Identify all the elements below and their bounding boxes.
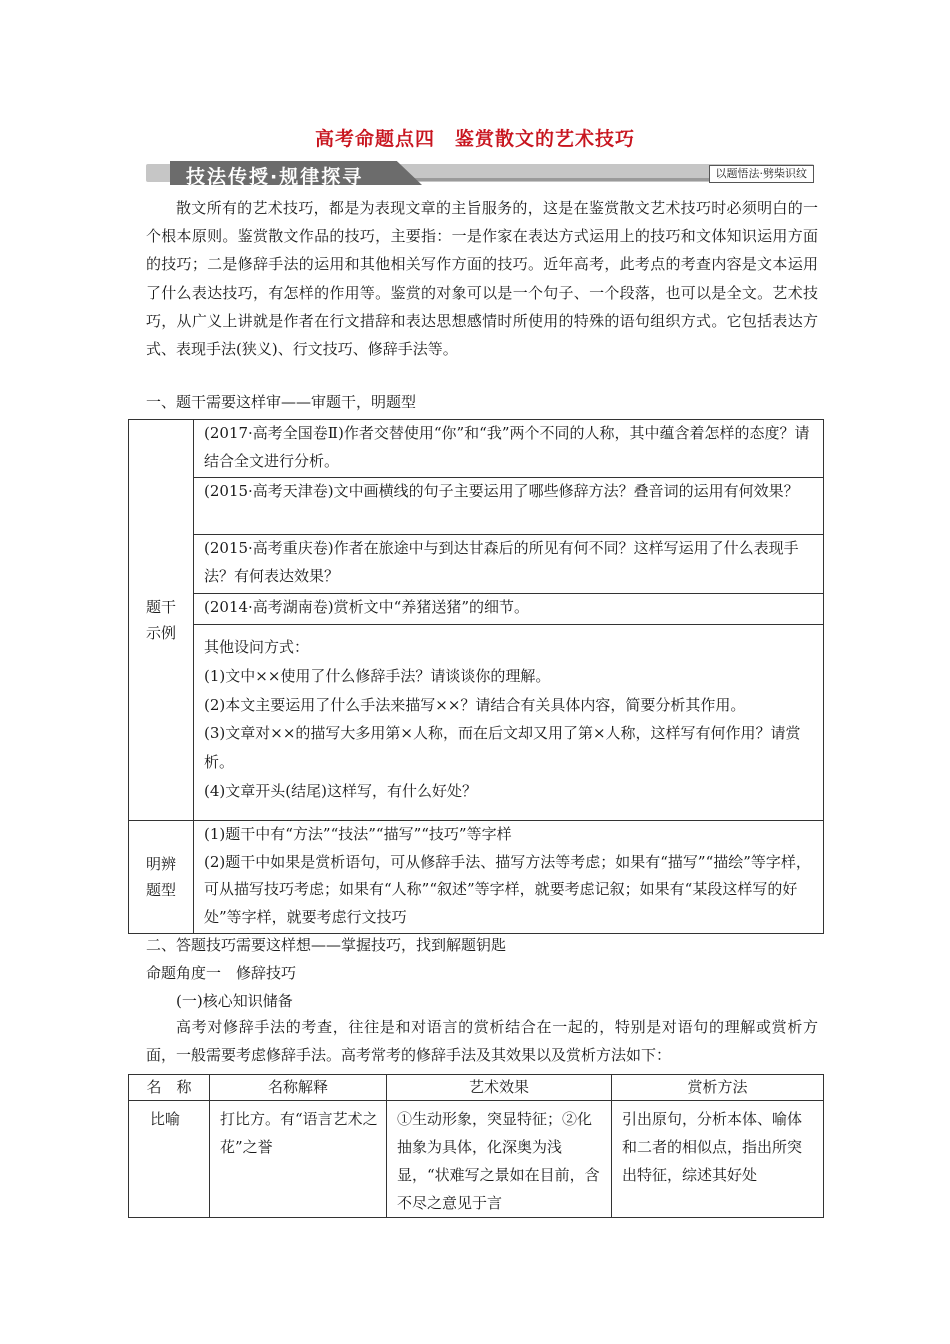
example-item: (2014·高考湖南卷)赏析文中“养猪送猪”的细节。 xyxy=(194,594,824,625)
cell-method: 引出原句，分析本体、喻体和二者的相似点，指出所突出特征，综述其好处 xyxy=(612,1101,824,1218)
example-item: (2015·高考重庆卷)作者在旅途中与到达甘森后的所见有何不同？这样写运用了什么表现手法？有何表达效果？ xyxy=(194,535,824,594)
identify-cell xyxy=(194,821,824,934)
intro-paragraph: 散文所有的艺术技巧，都是为表现文章的主旨服务的，这是在鉴赏散文艺术技巧时必须明白的一个根本原则。鉴赏散文作品的技巧，主要指：一是作家在表达方式运用上的技巧和文体知识运用方面的技巧；二是修辞手法的运用和其他相关写作方面的技巧。近年高考，此考点的考查内容是文本运用了什么表达技巧，有怎样的作用等。鉴赏的对象可以是一个句子、一个段落，也可以是全文。艺术技巧，从广义上讲就是作者在行文措辞和表达思想感情时所使用的特殊的语句组织方式。它包括表达方式、表现手法(狭义)、行文技巧、修辞手法等。 xyxy=(146,199,818,359)
example-item: (2015·高考天津卷)文中画横线的句子主要运用了哪些修辞方法？叠音词的运用有何效果？ xyxy=(194,478,824,535)
table-header-name: 名 称 xyxy=(129,1075,210,1101)
examples-header: 题干示例 xyxy=(129,420,194,821)
identify-header: 明辨题型 xyxy=(129,821,194,934)
table-header-explain: 名称解释 xyxy=(210,1075,387,1101)
angle-heading: 命题角度一 修辞技巧 xyxy=(146,964,297,982)
rhetoric-table xyxy=(128,1074,824,1218)
section-heading-1: 一、题干需要这样审——审题干，明题型 xyxy=(146,393,417,411)
banner-title: 技法传授·规律探寻 xyxy=(186,166,364,188)
question-stem-table xyxy=(128,419,824,934)
section-heading-2: 二、答题技巧需要这样想——掌握技巧，找到解题钥匙 xyxy=(146,936,507,954)
other-form-item: (3)文章对××的描写大多用第×人称，而在后文却又用了第×人称，这样写有何作用？请赏析。 xyxy=(204,724,801,772)
example-item: (2017·高考全国卷Ⅱ)作者交替使用“你”和“我”两个不同的人称，其中蕴含着怎样的态度？请结合全文进行分析。 xyxy=(194,420,824,478)
table-header-method: 赏析方法 xyxy=(612,1075,824,1101)
identify-item: (2)题干中如果是赏析语句，可从修辞手法、描写方法等考虑；如果有“描写”“描绘”等字样，可从描写技巧考虑；如果有“人称”“叙述”等字样，就要考虑记叙；如果有“某段这样写的好处”等字样，就要考虑行文技巧 xyxy=(204,852,811,926)
banner-tag: 以题悟法·劈柴识纹 xyxy=(709,165,815,183)
other-form-item: (2)本文主要运用了什么手法来描写××？请结合有关具体内容，简要分析其作用。 xyxy=(204,695,746,714)
other-form-item: (4)文章开头(结尾)这样写，有什么好处？ xyxy=(204,781,477,800)
cell-effect: ①生动形象，突显特征；②化抽象为具体，化深奥为浅显，“状难写之景如在目前，含不尽之意见于言 xyxy=(387,1101,612,1218)
page-title: 高考命题点四 鉴赏散文的艺术技巧 xyxy=(314,128,635,150)
section-banner xyxy=(146,161,816,188)
table-row xyxy=(129,1101,824,1218)
cell-name: 比喻 xyxy=(129,1101,210,1218)
cell-explain: 打比方。有“语言艺术之花”之誉 xyxy=(210,1101,387,1218)
sub-heading: (一)核心知识储备 xyxy=(176,992,293,1010)
table-header-effect: 艺术效果 xyxy=(387,1075,612,1101)
identify-item: (1)题干中有“方法”“技法”“描写”“技巧”等字样 xyxy=(204,825,512,843)
others-title: 其他设问方式： xyxy=(204,638,310,656)
other-form-item: (1)文中××使用了什么修辞手法？请谈谈你的理解。 xyxy=(204,666,551,685)
other-question-forms xyxy=(194,625,824,821)
rhetoric-paragraph: 高考对修辞手法的考查，往往是和对语言的赏析结合在一起的，特别是对语句的理解或赏析方面，一般需要考虑修辞手法。高考常考的修辞手法及其效果以及赏析方法如下： xyxy=(146,1018,818,1065)
